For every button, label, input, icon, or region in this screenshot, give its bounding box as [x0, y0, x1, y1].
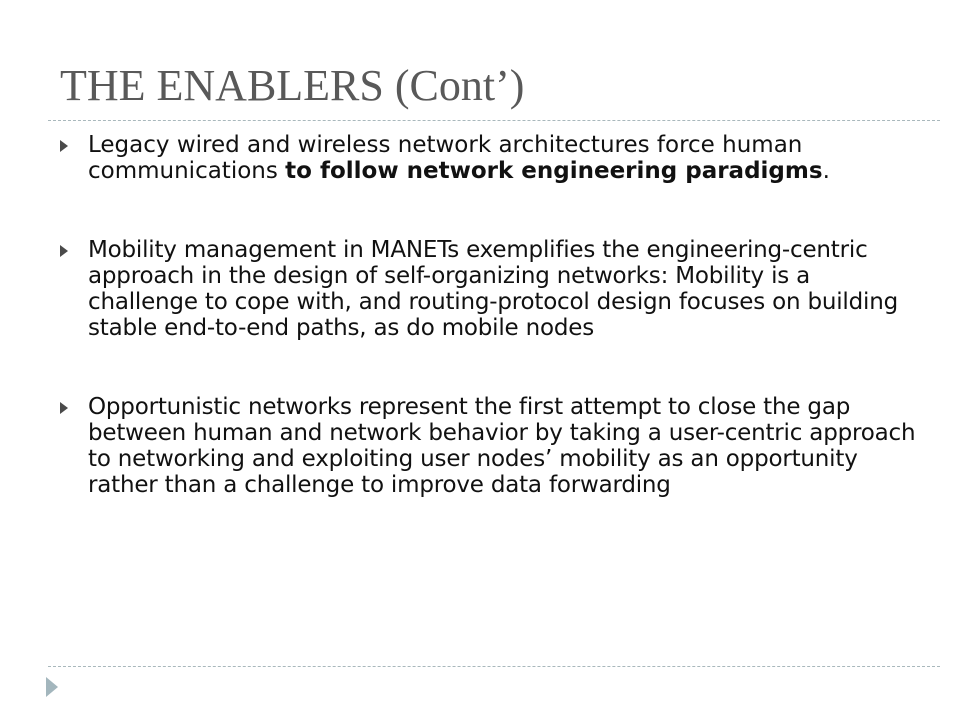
bullet-suffix: .: [822, 158, 830, 184]
bullet-item: [60, 394, 920, 498]
next-slide-arrow-icon[interactable]: [46, 677, 58, 697]
bullet-list: [60, 132, 920, 498]
slide-title: THE ENABLERS (Cont’): [60, 61, 525, 110]
bullet-emphasis: to follow network engineering paradigms: [285, 158, 823, 184]
bullet-text: Legacy wired and wireless network architectures force human communications: [88, 132, 803, 184]
bullet-item: [60, 237, 920, 341]
bullet-arrow-icon: [60, 402, 68, 414]
bullet-text: Mobility management in MANETs exemplifies the engineering-centric approach in the design of self-organizing networks: Mobility is a challenge to cope with, and routing-protocol design focuses on building stable end-to-end paths, as do mobile nodes: [88, 237, 898, 341]
bullet-text: Opportunistic networks represent the first attempt to close the gap between human and network behavior by taking a user-centric approach to networking and exploiting user nodes’ mobility as an opportunity rather than a challenge to improve data forwarding: [88, 394, 916, 498]
bullet-item: [60, 132, 920, 184]
bullet-arrow-icon: [60, 140, 68, 152]
title-divider: [48, 120, 940, 121]
footer-divider: [48, 666, 940, 667]
bullet-arrow-icon: [60, 245, 68, 257]
